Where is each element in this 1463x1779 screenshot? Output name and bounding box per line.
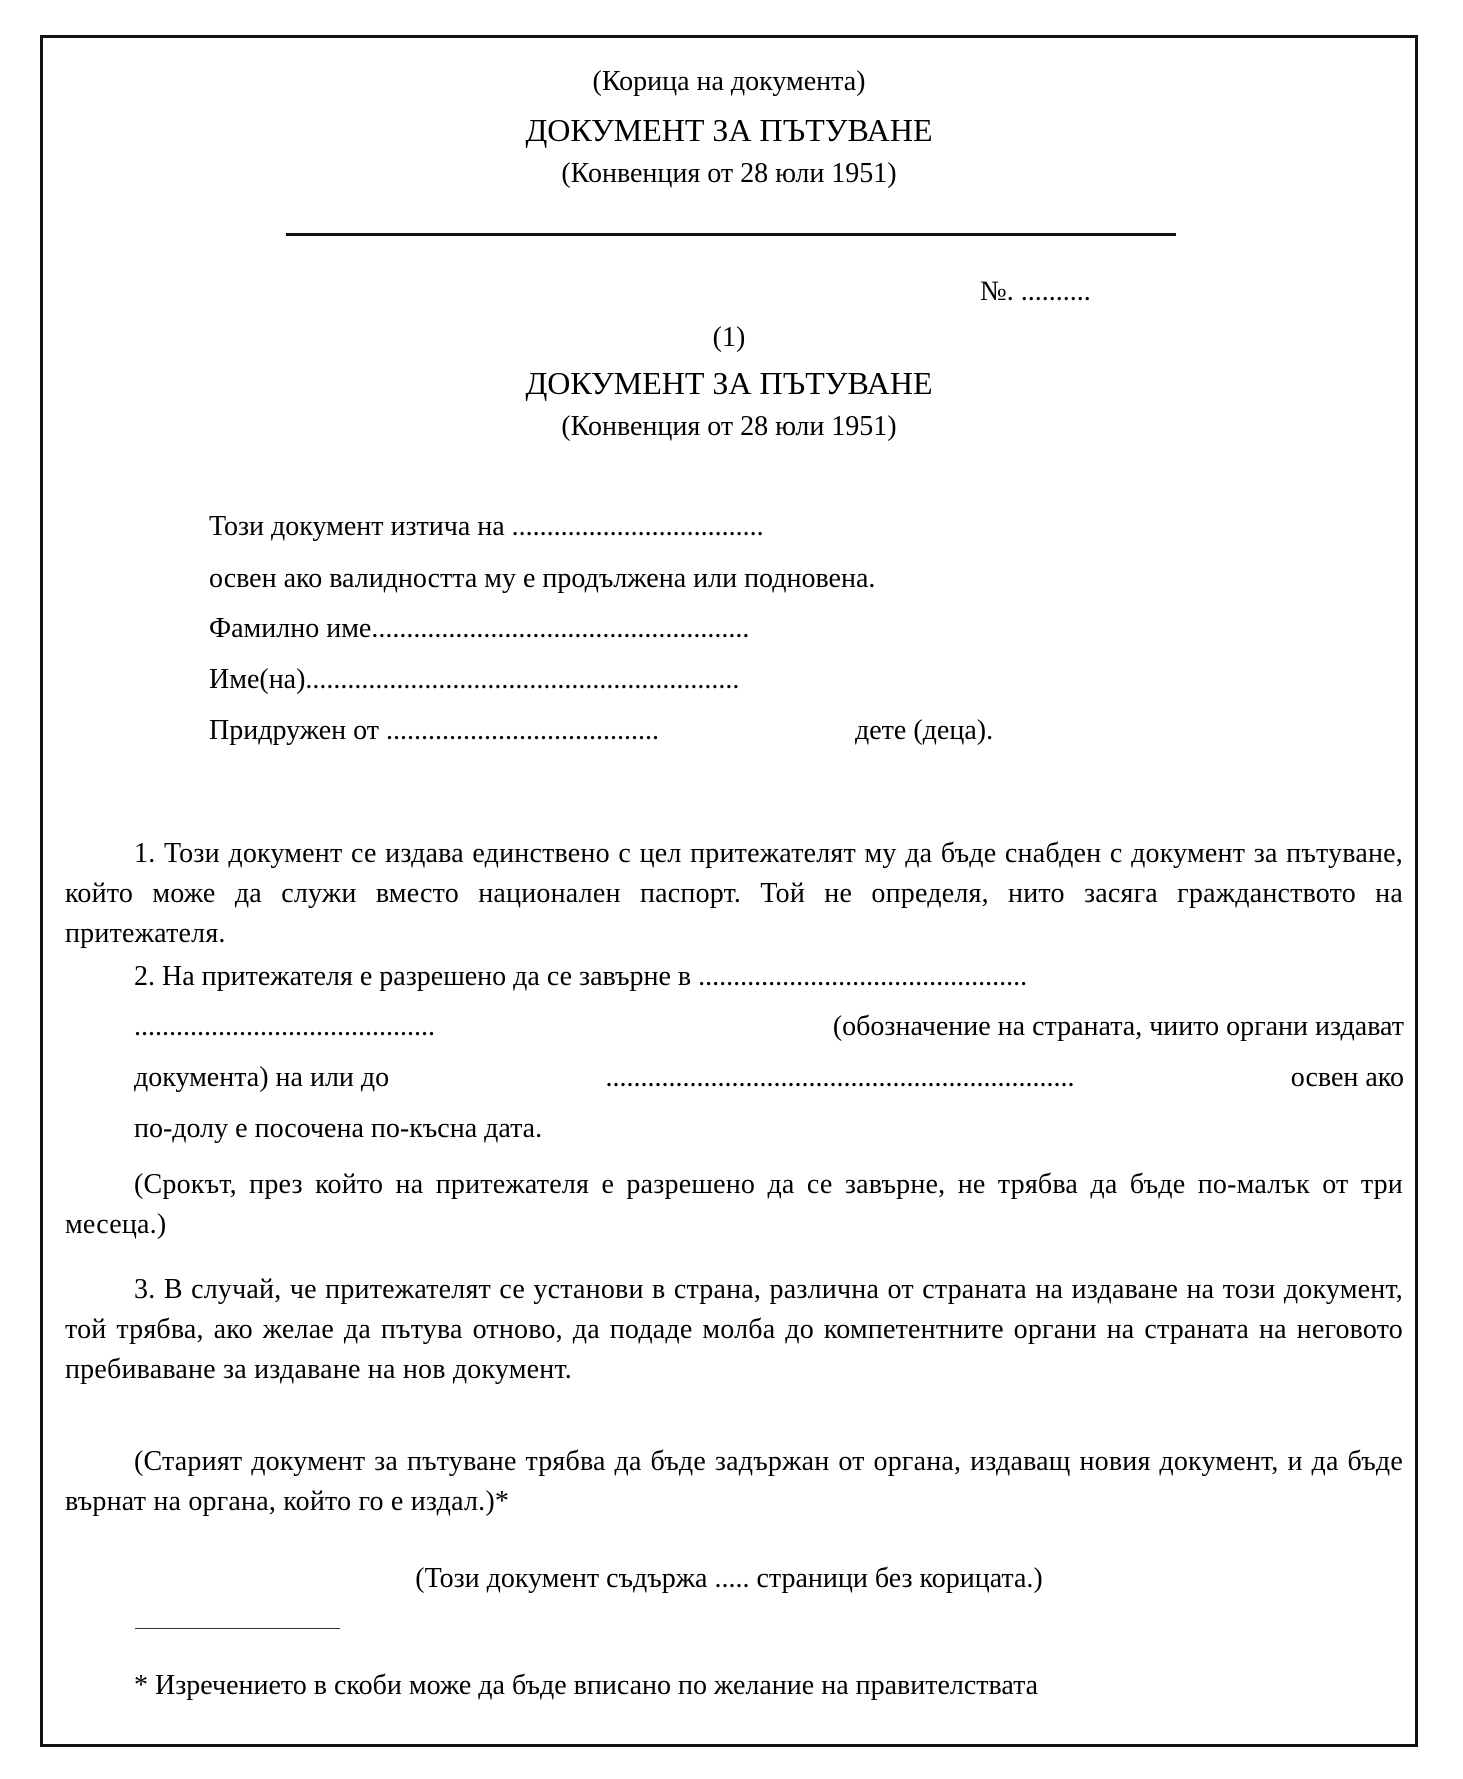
footnote: * Изречението в скоби може да бъде вписано по желание на правителствата	[134, 1670, 1039, 1701]
page-marker: (1)	[712, 322, 746, 353]
clause-2-date-dots: ...................................................................	[605, 1062, 1075, 1093]
document-number: №. ..........	[980, 276, 1091, 307]
clause-2-country-note: (обозначение на страната, чиито органи издават	[832, 1011, 1404, 1042]
field-children: дете (деца).	[855, 715, 994, 746]
cover-label: (Корица на документа)	[592, 66, 866, 97]
document-frame	[40, 35, 1418, 1747]
footnote-divider	[135, 1628, 340, 1629]
clause-2-line-1: 2. На притежателя е разрешено да се завърне в ...............................................	[134, 961, 1028, 992]
clause-2-unless: освен ако	[1290, 1062, 1404, 1093]
page-convention: (Конвенция от 28 юли 1951)	[561, 411, 897, 442]
clause-3: 3. В случай, че притежателят се установи в страна, различна от страната на издаване на този документ, той трябва, ако желае да пътува отново, да подаде молба до компетентните органи на страната на неговото пребиваване за издаване на нов документ.	[65, 1274, 1403, 1385]
clause-2-note: (Срокът, през който на притежателя е разрешено да се завърне, не трябва да бъде по-малък от три месеца.)	[65, 1169, 1403, 1240]
page-title: ДОКУМЕНТ ЗА ПЪТУВАНЕ	[525, 365, 933, 401]
field-accompanied: Придружен от .......................................	[209, 715, 659, 746]
cover-convention: (Конвенция от 28 юли 1951)	[561, 158, 897, 189]
clause-2-line-3	[134, 1064, 1404, 1092]
field-given-names: Име(на)..............................................................	[209, 664, 740, 695]
cover-title: ДОКУМЕНТ ЗА ПЪТУВАНЕ	[525, 112, 933, 148]
clause-2-line-2	[134, 1013, 1404, 1041]
clause-2-dots: ...........................................	[134, 1011, 435, 1042]
field-expires: Този документ изтича на ....................................	[209, 511, 764, 542]
clause-1: 1. Този документ се издава единствено с цел притежателят му да бъде снабден с документ за пътуване, който може да служи вместо национален паспорт. Той не определя, нито засяга гражданството на притежателя.	[65, 838, 1403, 949]
field-renewal: освен ако валидността му е продължена или подновена.	[209, 563, 876, 594]
clause-2-until: документа) на или до	[134, 1062, 390, 1093]
field-surname: Фамилно име......................................................	[209, 613, 750, 644]
clause-3-note: (Старият документ за пътуване трябва да бъде задържан от органа, издаващ новия документ, и да бъде върнат на органа, който го е издал.)*	[65, 1446, 1403, 1517]
pages-note: (Този документ съдържа ..... страници без корицата.)	[415, 1563, 1043, 1594]
clause-2-line-4: по-долу е посочена по-късна дата.	[134, 1113, 543, 1144]
title-divider	[286, 233, 1176, 236]
